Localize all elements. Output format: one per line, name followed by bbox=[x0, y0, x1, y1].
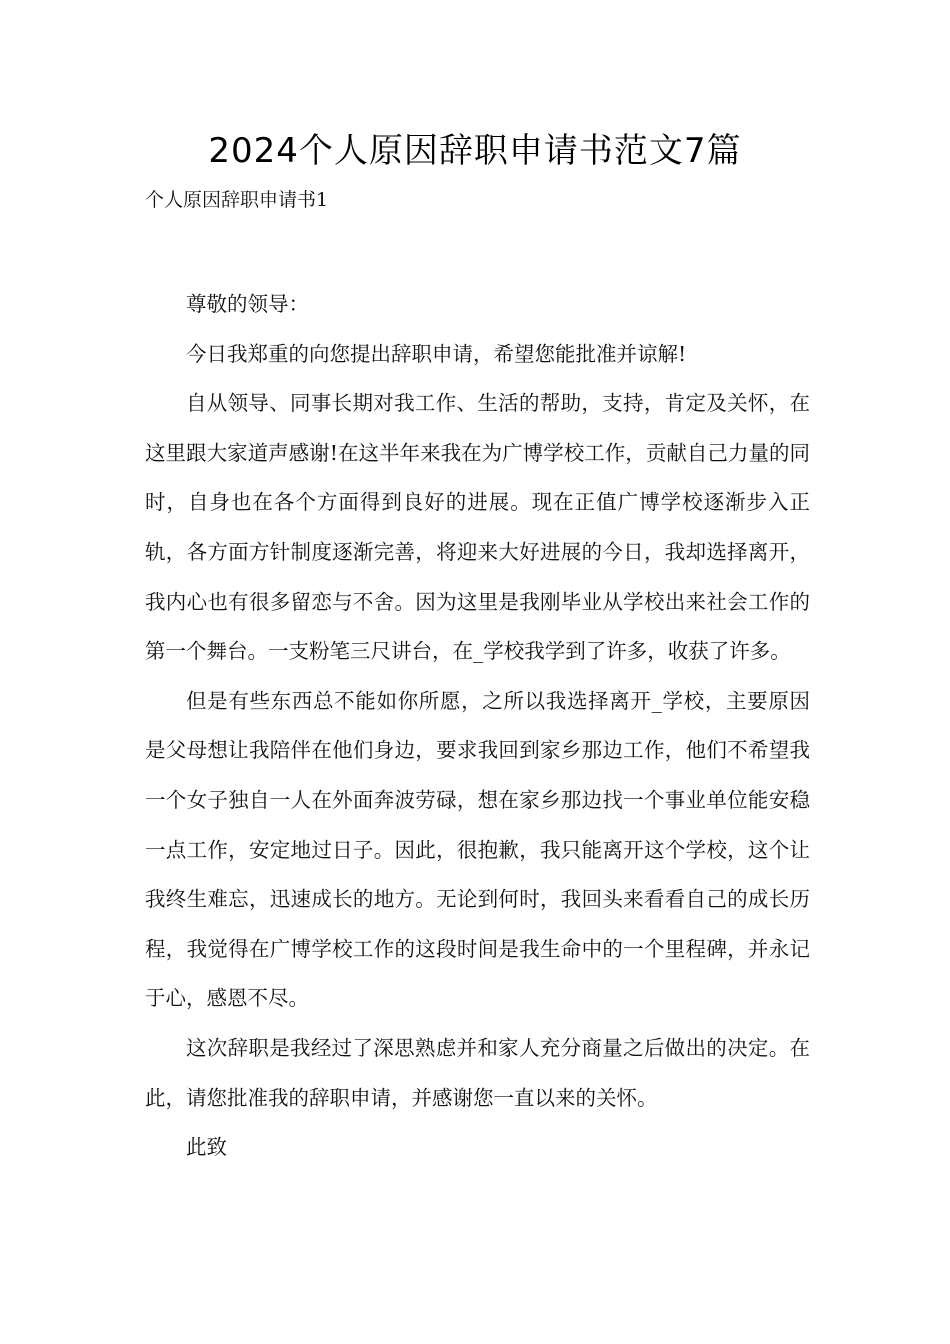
paragraph-3: 但是有些东西总不能如你所愿，之所以我选择离开_学校，主要原因是父母想让我陪伴在他们身边，要求我回到家乡那边工作，他们不希望我一个女子独自一人在外面奔波劳碌，想在家乡那边找一个事业单位能安稳一点工作，安定地过日子。因此，很抱歉，我只能离开这个学校，这个让我终生难忘，迅速成长的地方。无论到何时，我回头来看看自己的成长历程，我觉得在广博学校工作的这段时间是我生命中的一个里程碑，并永记于心，感恩不尽。 bbox=[145, 688, 810, 1011]
section-subtitle: 个人原因辞职申请书1 bbox=[145, 189, 329, 211]
paragraph-2: 自从领导、同事长期对我工作、生活的帮助，支持，肯定及关怀，在这里跟大家道声感谢!在这半年来我在为广博学校工作，贡献自己力量的同时，自身也在各个方面得到良好的进展。现在正值广博学校逐渐步入正轨，各方面方针制度逐渐完善，将迎来大好进展的今日，我却选择离开，我内心也有很多留恋与不舍。因为这里是我刚毕业从学校出来社会工作的第一个舞台。一支粉笔三尺讲台，在_学校我学到了许多，收获了许多。 bbox=[145, 391, 810, 664]
paragraph-1: 今日我郑重的向您提出辞职申请，希望您能批准并谅解! bbox=[186, 341, 687, 366]
letter-body bbox=[145, 280, 810, 1173]
closing: 此致 bbox=[186, 1135, 227, 1160]
salutation: 尊敬的领导： bbox=[186, 292, 309, 316]
document-title: 2024个人原因辞职申请书范文7篇 bbox=[208, 131, 742, 171]
paragraph-4: 这次辞职是我经过了深思熟虑并和家人充分商量之后做出的决定。在此，请您批准我的辞职申请，并感谢您一直以来的关怀。 bbox=[145, 1035, 810, 1110]
